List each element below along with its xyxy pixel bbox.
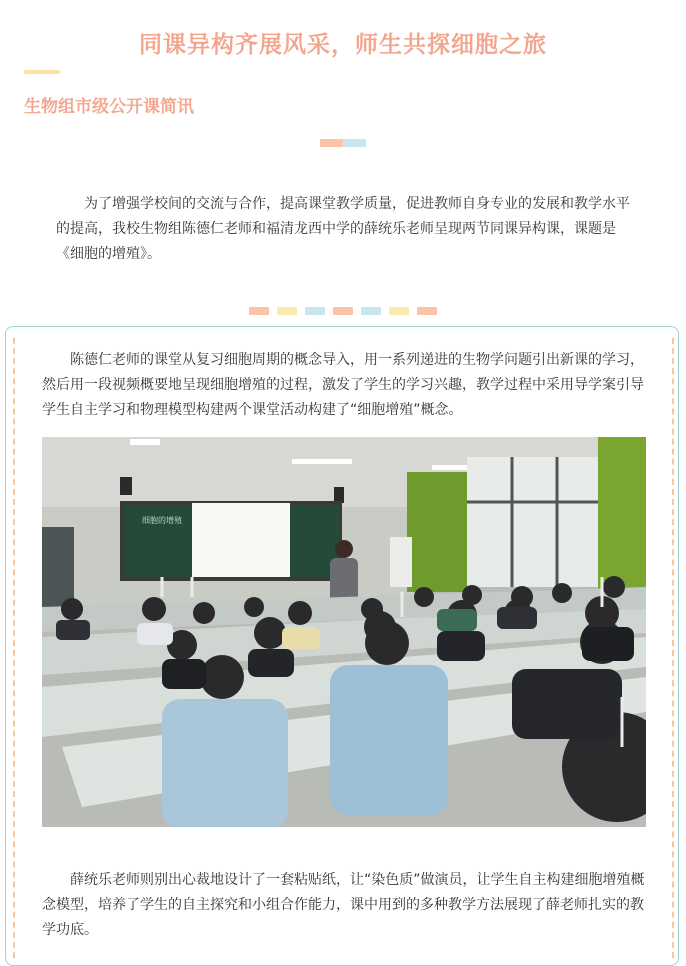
title-underline xyxy=(24,70,60,74)
classroom-photo-illustration xyxy=(42,437,646,827)
decor-dot xyxy=(389,307,409,315)
decor-dot xyxy=(417,307,437,315)
page-title: 同课异构齐展风采，师生共探细胞之旅 xyxy=(139,32,547,58)
intro-paragraph: 为了增强学校间的交流与合作，提高课堂教学质量，促进教师自身专业的发展和教学水平的提高，我校生物组陈德仁老师和福清龙西中学的薛统乐老师呈现两节同课异构课，课题是《细胞的增殖》。 xyxy=(56,196,630,262)
board-text: 细胞的增殖 xyxy=(142,516,182,525)
section-subtitle: 生物组市级公开课简讯 xyxy=(24,97,194,117)
decor-bar xyxy=(320,139,343,147)
decor-dot xyxy=(277,307,297,315)
classroom-photo xyxy=(42,437,646,827)
card-paragraph-2: 薛统乐老师则别出心裁地设计了一套粘贴纸，让“染色质”做演员，让学生自主构建细胞增殖概念模型，培养了学生的自主探究和小组合作能力，课中用到的多种教学方法展现了薛老师扎实的教学功底。 xyxy=(42,872,645,938)
decor-dot xyxy=(249,307,269,315)
card-paragraph-1: 陈德仁老师的课堂从复习细胞周期的概念导入，用一系列递进的生物学问题引出新课的学习，然后用一段视频概要地呈现细胞增殖的过程，激发了学生的学习兴趣，教学过程中采用导学案引导学生自主学习和物理模型构建两个课堂活动构建了“细胞增殖”概念。 xyxy=(42,352,644,418)
decor-dot-row xyxy=(249,307,445,315)
decor-dot xyxy=(361,307,381,315)
decor-color-bars xyxy=(320,139,366,147)
decor-dot xyxy=(333,307,353,315)
decor-dot xyxy=(305,307,325,315)
decor-bar xyxy=(343,139,366,147)
